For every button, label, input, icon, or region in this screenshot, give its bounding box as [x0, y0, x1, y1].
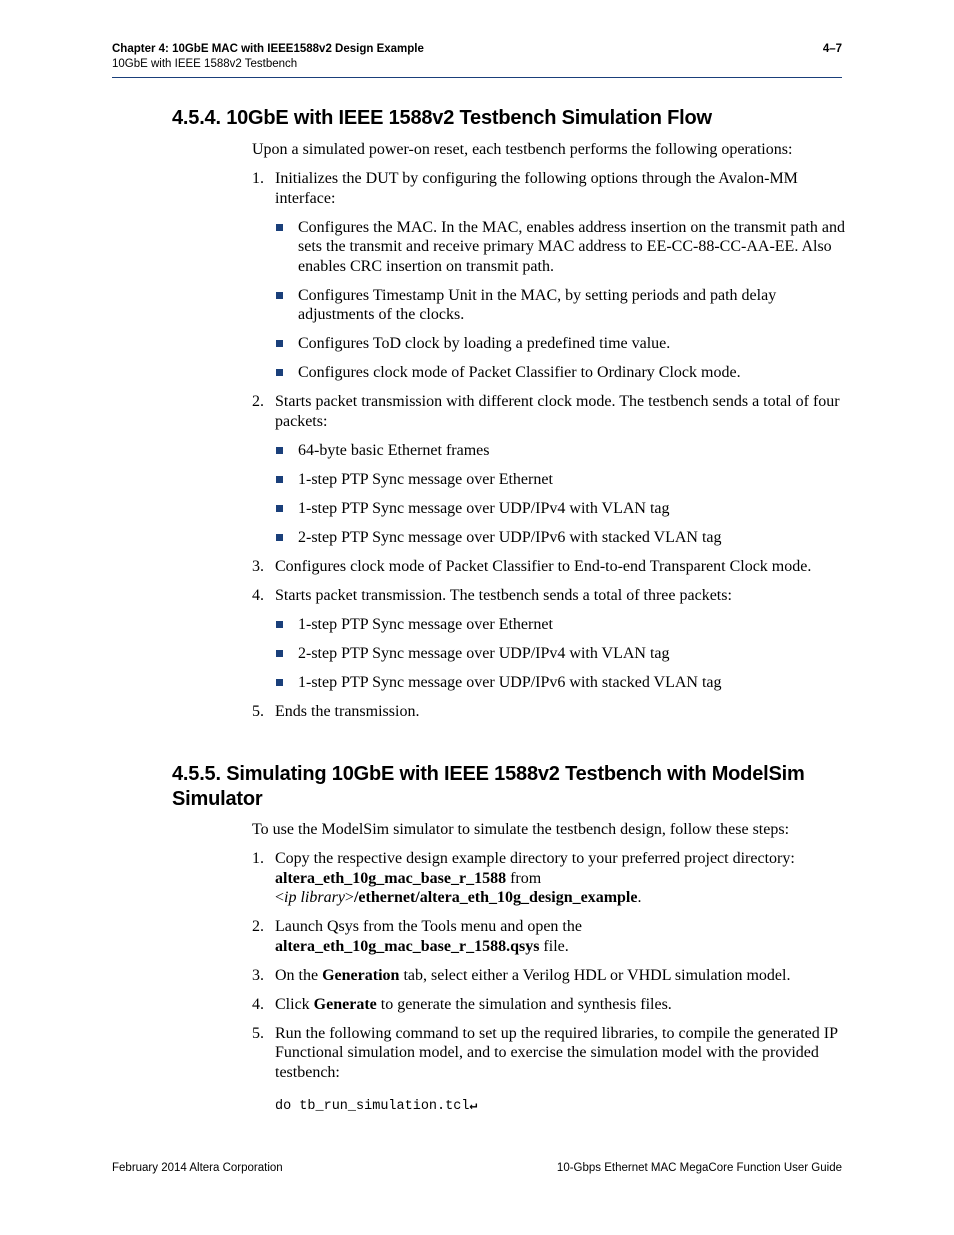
step-text: Initializes the DUT by configuring the following options through the Avalon-MM interface:: [275, 170, 798, 207]
step-number: 3.: [252, 966, 264, 984]
step-text: tab, select either a Verilog HDL or VHDL simulation model.: [399, 966, 791, 984]
list-item: [252, 169, 846, 383]
bullet-item: Configures the MAC. In the MAC, enables address insertion on the transmit path and sets the transmit and receive primary MAC address to EE-CC-88-CC-AA-EE. Also enables CRC insertion on transmit path.: [275, 218, 846, 277]
step-text: .: [637, 889, 642, 906]
bullet-item: Configures Timestamp Unit in the MAC, by setting periods and path delay adjustments of the clocks.: [275, 286, 846, 325]
running-header-section: 10GbE with IEEE 1588v2 Testbench: [112, 58, 298, 70]
design-example-directory: altera_eth_10g_design_example: [419, 889, 638, 906]
step-text: On the: [275, 966, 323, 984]
bullet-item: 1-step PTP Sync message over Ethernet: [275, 470, 846, 490]
section-heading-4-5-4: 4.5.4. 10GbE with IEEE 1588v2 Testbench Simulation Flow: [172, 107, 712, 129]
list-item: [252, 557, 846, 577]
list-item: [252, 586, 846, 693]
bullet-item: Configures ToD clock by loading a predefined time value.: [275, 334, 846, 354]
path-separator: /: [415, 889, 420, 906]
ip-library-placeholder: ip library: [284, 889, 345, 906]
section-intro: To use the ModelSim simulator to simulate the testbench design, follow these steps:: [252, 821, 790, 838]
bullet-item: 64-byte basic Ethernet frames: [275, 441, 846, 461]
steps-list: [252, 169, 846, 721]
step-text: <: [275, 889, 285, 906]
return-key-icon: ↵: [469, 1098, 478, 1113]
list-item: [252, 702, 846, 722]
steps-list: [252, 849, 846, 1117]
step-number: 3.: [252, 557, 264, 575]
step-number: 4.: [252, 995, 264, 1013]
bullet-item: Configures clock mode of Packet Classifier to Ordinary Clock mode.: [275, 363, 846, 383]
step-text: Click: [275, 995, 314, 1013]
bullet-list: [275, 615, 846, 693]
bullet-list: [275, 218, 846, 383]
ethernet-directory: ethernet: [358, 889, 416, 906]
bullet-list: [275, 441, 846, 548]
header-rule: [112, 77, 842, 78]
list-item: [252, 849, 846, 908]
page-number: 4–7: [822, 43, 842, 55]
step-text: Launch Qsys from the Tools menu and open the: [275, 918, 582, 935]
bullet-item: 2-step PTP Sync message over UDP/IPv4 with VLAN tag: [275, 644, 846, 664]
list-item: [252, 392, 846, 547]
path-separator: /: [353, 889, 359, 906]
step-text: >: [344, 889, 354, 906]
step-text: to generate the simulation and synthesis files.: [376, 995, 672, 1013]
footer-date-company: February 2014 Altera Corporation: [112, 1162, 283, 1174]
qsys-file-name: altera_eth_10g_mac_base_r_1588.qsys: [275, 937, 540, 955]
step-text: Run the following command to set up the required libraries, to compile the generated IP Functional simulation model, and to exercise the simulation model with the provided testbench:: [275, 1024, 838, 1081]
section-4-5-5-body: [252, 820, 846, 1117]
step-number: 4.: [252, 586, 264, 604]
step-text: Ends the transmission.: [275, 702, 420, 720]
section-intro: Upon a simulated power-on reset, each testbench performs the following operations:: [252, 141, 793, 158]
list-item: [252, 917, 846, 956]
list-item: [252, 1024, 846, 1117]
step-number: 1.: [252, 850, 264, 867]
step-text: Starts packet transmission. The testbench sends a total of three packets:: [275, 586, 732, 604]
section-4-5-4-body: [252, 140, 846, 721]
command-text: do tb_run_simulation.tcl: [275, 1099, 470, 1114]
generation-tab-name: Generation: [322, 966, 400, 984]
bullet-item: 2-step PTP Sync message over UDP/IPv6 with stacked VLAN tag: [275, 528, 846, 548]
step-text: Configures clock mode of Packet Classifier to End-to-end Transparent Clock mode.: [275, 557, 812, 575]
command-code-block: [275, 1096, 846, 1117]
step-number: 2.: [252, 393, 264, 410]
step-text: Copy the respective design example directory to your preferred project directory:: [275, 850, 795, 867]
generate-button-name: Generate: [313, 995, 377, 1013]
list-item: [252, 966, 846, 986]
step-text: file.: [539, 937, 569, 955]
step-number: 5.: [252, 702, 264, 720]
step-number: 1.: [252, 170, 264, 187]
step-number: 5.: [252, 1024, 264, 1042]
directory-name: altera_eth_10g_mac_base_r_1588: [275, 869, 507, 887]
list-item: [252, 995, 846, 1015]
running-header-chapter: Chapter 4: 10GbE MAC with IEEE1588v2 Design Example: [112, 43, 424, 55]
bullet-item: 1-step PTP Sync message over UDP/IPv6 with stacked VLAN tag: [275, 673, 846, 693]
step-number: 2.: [252, 918, 264, 935]
footer-guide-title: 10-Gbps Ethernet MAC MegaCore Function User Guide: [556, 1162, 842, 1174]
step-text: from: [506, 869, 542, 887]
step-text: Starts packet transmission with different clock mode. The testbench sends a total of four packets:: [275, 393, 840, 430]
bullet-item: 1-step PTP Sync message over UDP/IPv4 with VLAN tag: [275, 499, 846, 519]
bullet-item: 1-step PTP Sync message over Ethernet: [275, 615, 846, 635]
section-heading-4-5-5: 4.5.5. Simulating 10GbE with IEEE 1588v2 Testbench with ModelSim Simulator: [172, 763, 805, 810]
